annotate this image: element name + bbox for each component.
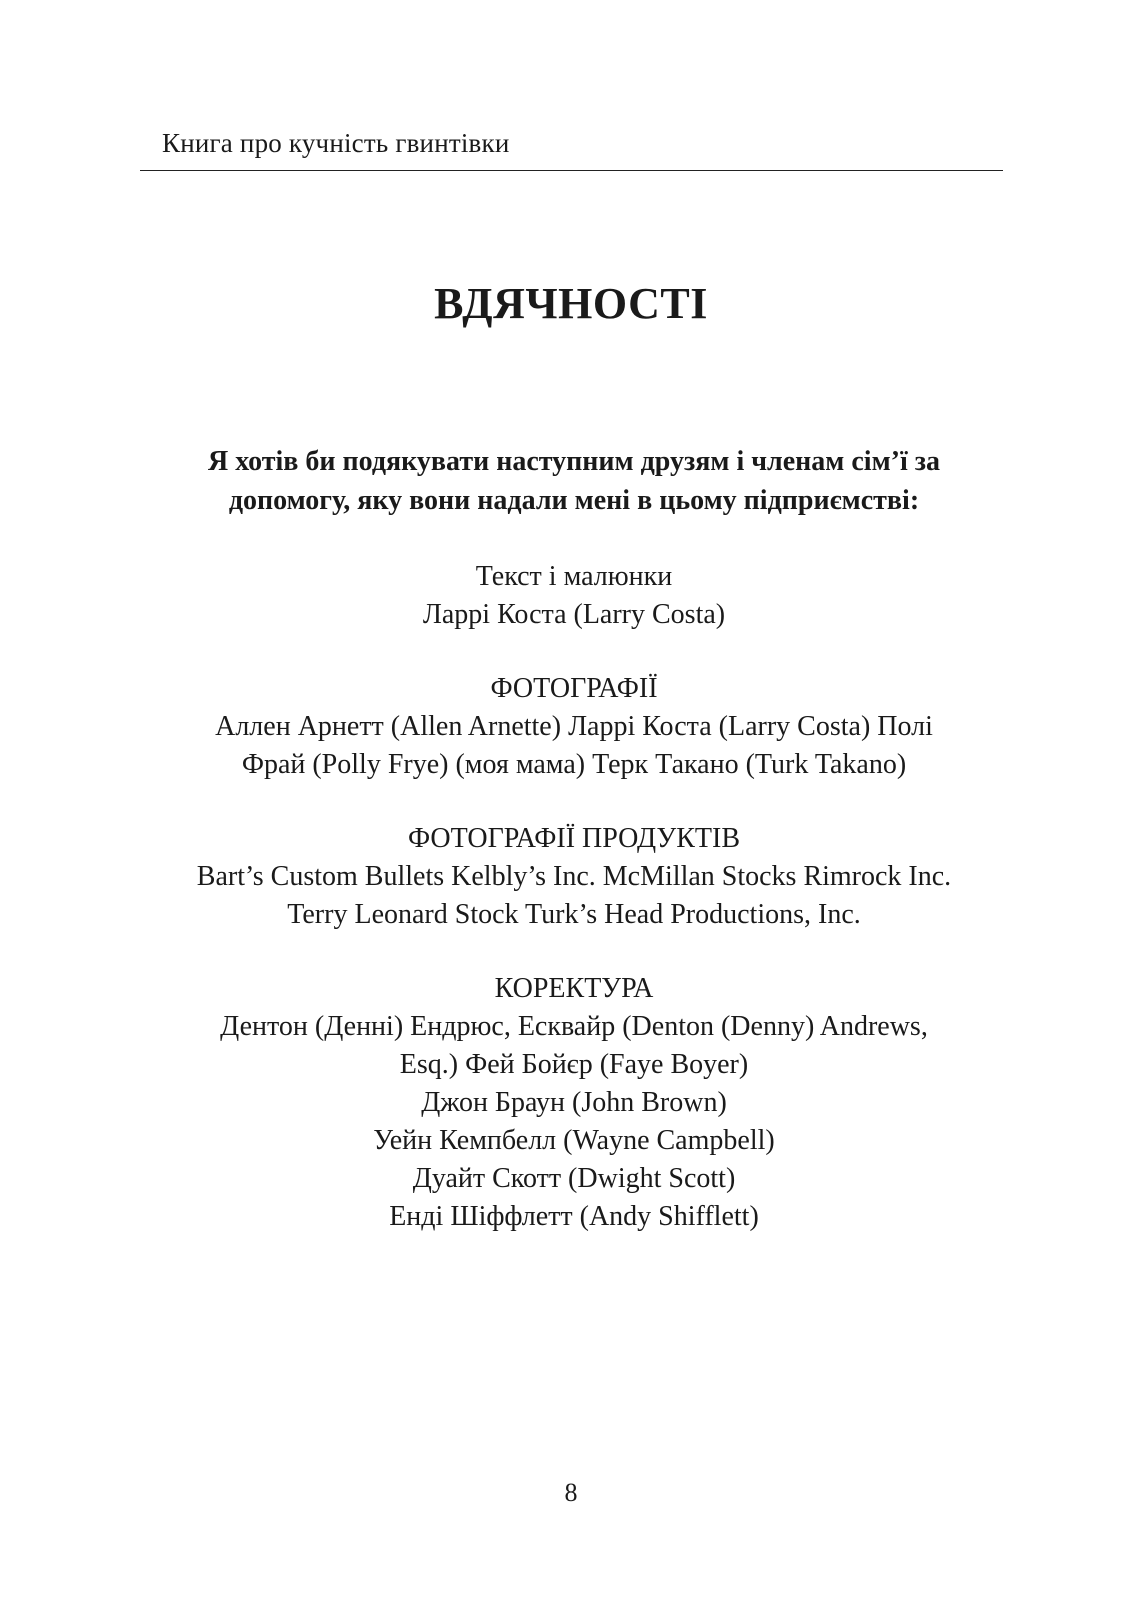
section-text-and-drawings bbox=[140, 558, 1008, 634]
section-photographs bbox=[140, 670, 1008, 784]
section-heading: КОРЕКТУРА bbox=[494, 973, 654, 1004]
credit-line: Енді Шіффлетт (Andy Shifflett) bbox=[389, 1201, 759, 1232]
credit-line: Ларрі Коста (Larry Costa) bbox=[422, 599, 726, 630]
intro-paragraph bbox=[140, 442, 1008, 520]
credit-line: Esq.) Фей Бойєр (Faye Boyer) bbox=[399, 1049, 749, 1080]
intro-line: Я хотів би подякувати наступним друзям і членам сім’ї за bbox=[207, 446, 941, 477]
section-heading: ФОТОГРАФІЇ ПРОДУКТІВ bbox=[407, 823, 741, 854]
credit-line: Фрай (Polly Frye) (моя мама) Терк Такано (Turk Takano) bbox=[241, 749, 907, 780]
running-header-title: Книга про кучність гвинтівки bbox=[162, 128, 510, 158]
acknowledgements-body bbox=[140, 442, 1008, 1236]
intro-line: допомогу, яку вони надали мені в цьому підприємстві: bbox=[228, 485, 920, 516]
page-title: ВДЯЧНОСТІ bbox=[434, 279, 708, 328]
header-divider bbox=[140, 170, 1003, 171]
credit-line: Аллен Арнетт (Allen Arnette) Ларрі Коста (Larry Costa) Полі bbox=[215, 711, 933, 742]
section-proofreading bbox=[140, 970, 1008, 1236]
credit-line: Джон Браун (John Brown) bbox=[421, 1087, 727, 1118]
page-number: 8 bbox=[564, 1478, 578, 1507]
credit-line: Bart’s Custom Bullets Kelbly’s Inc. McMillan Stocks Rimrock Inc. bbox=[196, 861, 952, 892]
section-product-photographs bbox=[140, 820, 1008, 934]
credit-line: Дуайт Скотт (Dwight Scott) bbox=[412, 1163, 736, 1194]
credit-line: Terry Leonard Stock Turk’s Head Productions, Inc. bbox=[287, 899, 861, 930]
section-heading: Текст і малюнки bbox=[475, 561, 673, 592]
credit-line: Уейн Кемпбелл (Wayne Campbell) bbox=[373, 1125, 775, 1156]
section-heading: ФОТОГРАФІЇ bbox=[490, 673, 658, 704]
credit-line: Дентон (Денні) Ендрюс, Есквайр (Denton (Denny) Andrews, bbox=[220, 1011, 928, 1042]
